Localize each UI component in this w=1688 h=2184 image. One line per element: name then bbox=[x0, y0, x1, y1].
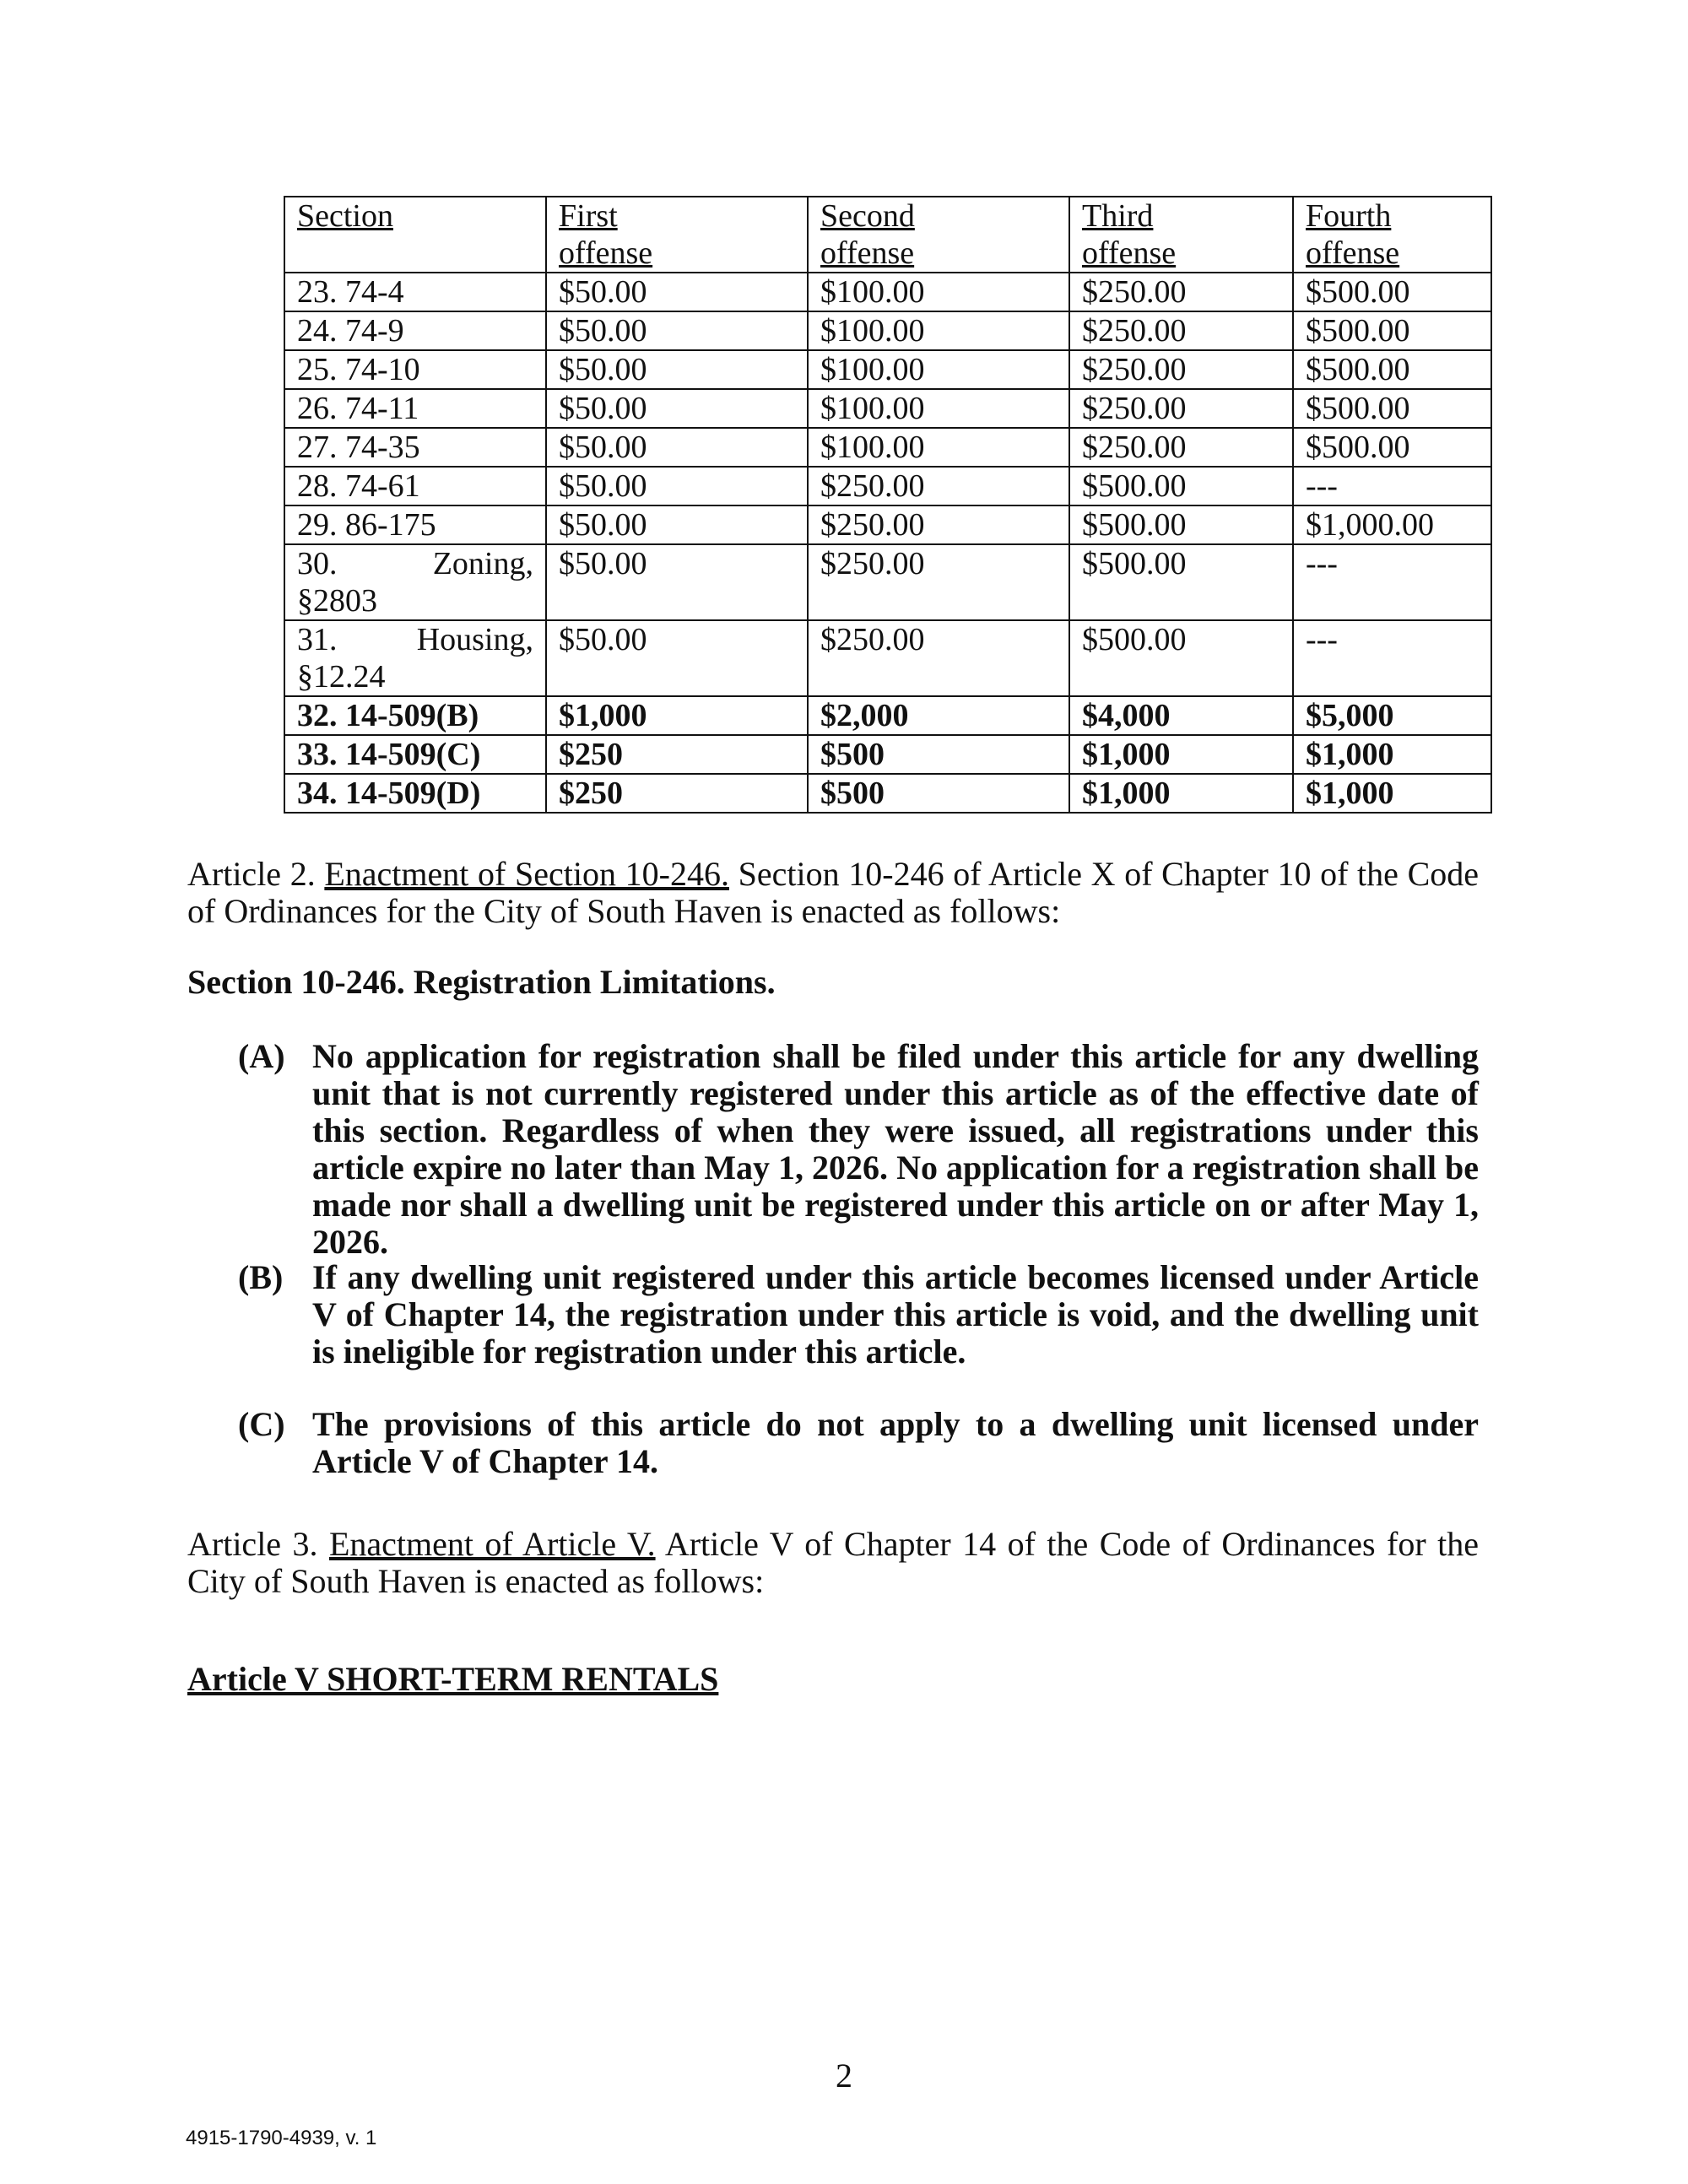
third-offense-fine: $500.00 bbox=[1069, 505, 1293, 544]
section-text: 33. 14-509(C) bbox=[297, 737, 481, 772]
column-header-line: offense bbox=[1082, 235, 1177, 271]
third-offense-fine: $250.00 bbox=[1069, 350, 1293, 389]
section-text: 27. 74-35 bbox=[297, 430, 420, 465]
table-row bbox=[284, 696, 1491, 735]
article-v-title: Article V SHORT-TERM RENTALS bbox=[187, 1660, 719, 1698]
article-3-text: Article V of Chapter 14 of the Code of Ordinances for the City of South Haven is enacted as follows: bbox=[187, 1525, 1479, 1600]
third-offense-fine: $500.00 bbox=[1069, 620, 1293, 696]
provision-label: (A) bbox=[238, 1037, 285, 1075]
section-text: 26. 74-11 bbox=[297, 391, 419, 426]
second-offense-fine: $500 bbox=[808, 735, 1069, 774]
section-cell bbox=[284, 467, 546, 505]
section-text: 30. bbox=[297, 546, 338, 581]
section-cell bbox=[284, 774, 546, 813]
section-cell bbox=[284, 350, 546, 389]
column-header bbox=[284, 197, 546, 273]
article-2-paragraph bbox=[187, 856, 1479, 930]
provision-label: (B) bbox=[238, 1258, 284, 1296]
provision-text: The provisions of this article do not apply to a dwelling unit licensed under Article V of Chapter 14. bbox=[312, 1405, 1479, 1480]
fourth-offense-fine: $1,000 bbox=[1293, 774, 1491, 813]
section-text: 34. 14-509(D) bbox=[297, 776, 481, 811]
section-cell bbox=[284, 311, 546, 350]
second-offense-fine: $250.00 bbox=[808, 467, 1069, 505]
provision-a bbox=[238, 1038, 1479, 1261]
fourth-offense-fine: $1,000.00 bbox=[1293, 505, 1491, 544]
table-row bbox=[284, 544, 1491, 620]
article-2-prefix: Article 2. bbox=[187, 855, 325, 893]
section-text: §12.24 bbox=[297, 659, 386, 695]
fourth-offense-fine: $5,000 bbox=[1293, 696, 1491, 735]
section-text: 24. 74-9 bbox=[297, 313, 404, 349]
section-cell bbox=[284, 544, 546, 620]
fourth-offense-fine: $500.00 bbox=[1293, 350, 1491, 389]
column-header-line: Section bbox=[297, 198, 393, 234]
first-offense-fine: $50.00 bbox=[546, 311, 808, 350]
first-offense-fine: $50.00 bbox=[546, 428, 808, 467]
first-offense-fine: $50.00 bbox=[546, 620, 808, 696]
section-cell bbox=[284, 620, 546, 696]
table-row bbox=[284, 735, 1491, 774]
column-header bbox=[808, 197, 1069, 273]
third-offense-fine: $4,000 bbox=[1069, 696, 1293, 735]
table-row bbox=[284, 389, 1491, 428]
second-offense-fine: $2,000 bbox=[808, 696, 1069, 735]
first-offense-fine: $50.00 bbox=[546, 544, 808, 620]
table-row bbox=[284, 428, 1491, 467]
third-offense-fine: $250.00 bbox=[1069, 428, 1293, 467]
column-header bbox=[546, 197, 808, 273]
fourth-offense-fine: $500.00 bbox=[1293, 311, 1491, 350]
table-row bbox=[284, 505, 1491, 544]
column-header bbox=[1293, 197, 1491, 273]
first-offense-fine: $50.00 bbox=[546, 350, 808, 389]
second-offense-fine: $250.00 bbox=[808, 620, 1069, 696]
section-text: Housing, bbox=[416, 622, 533, 657]
first-offense-fine: $50.00 bbox=[546, 389, 808, 428]
section-text: §2803 bbox=[297, 583, 377, 619]
second-offense-fine: $250.00 bbox=[808, 505, 1069, 544]
column-header-line: offense bbox=[820, 235, 915, 271]
column-header-line: First bbox=[559, 198, 618, 234]
document-id: 4915-1790-4939, v. 1 bbox=[186, 2127, 377, 2149]
provision-b bbox=[238, 1259, 1479, 1370]
section-text: 28. 74-61 bbox=[297, 468, 420, 504]
section-text: 29. 86-175 bbox=[297, 507, 436, 543]
article-2-link-heading: Enactment of Section 10-246. bbox=[324, 855, 729, 893]
section-cell bbox=[284, 696, 546, 735]
section-text: 31. bbox=[297, 622, 338, 657]
table-header-row bbox=[284, 197, 1491, 273]
second-offense-fine: $100.00 bbox=[808, 311, 1069, 350]
fourth-offense-fine: $500.00 bbox=[1293, 428, 1491, 467]
section-heading: Section 10-246. Registration Limitations. bbox=[187, 963, 776, 1001]
third-offense-fine: $1,000 bbox=[1069, 735, 1293, 774]
first-offense-fine: $50.00 bbox=[546, 505, 808, 544]
section-text: Zoning, bbox=[432, 546, 533, 581]
column-header-line: Fourth bbox=[1306, 198, 1392, 234]
section-cell bbox=[284, 428, 546, 467]
fine-schedule-table bbox=[284, 196, 1492, 814]
table-row bbox=[284, 620, 1491, 696]
table-row bbox=[284, 273, 1491, 311]
section-text: 32. 14-509(B) bbox=[297, 698, 479, 733]
second-offense-fine: $100.00 bbox=[808, 273, 1069, 311]
provision-label: (C) bbox=[238, 1405, 285, 1443]
third-offense-fine: $1,000 bbox=[1069, 774, 1293, 813]
article-3-paragraph bbox=[187, 1526, 1479, 1600]
column-header-line: offense bbox=[1306, 235, 1400, 271]
third-offense-fine: $500.00 bbox=[1069, 544, 1293, 620]
second-offense-fine: $100.00 bbox=[808, 350, 1069, 389]
second-offense-fine: $100.00 bbox=[808, 389, 1069, 428]
section-text: 23. 74-4 bbox=[297, 274, 404, 310]
section-cell bbox=[284, 389, 546, 428]
first-offense-fine: $50.00 bbox=[546, 467, 808, 505]
section-cell bbox=[284, 273, 546, 311]
article-3-link-heading: Enactment of Article V. bbox=[328, 1525, 656, 1563]
fourth-offense-fine: --- bbox=[1293, 467, 1491, 505]
table-row bbox=[284, 467, 1491, 505]
first-offense-fine: $250 bbox=[546, 774, 808, 813]
column-header bbox=[1069, 197, 1293, 273]
section-cell bbox=[284, 735, 546, 774]
provision-c bbox=[238, 1406, 1479, 1480]
second-offense-fine: $500 bbox=[808, 774, 1069, 813]
table-row bbox=[284, 774, 1491, 813]
table-row bbox=[284, 350, 1491, 389]
second-offense-fine: $250.00 bbox=[808, 544, 1069, 620]
first-offense-fine: $250 bbox=[546, 735, 808, 774]
provision-text: If any dwelling unit registered under this article becomes licensed under Article V of Chapter 14, the registration under this article is void, and the dwelling unit is ineligible for registration under this article. bbox=[312, 1258, 1479, 1370]
first-offense-fine: $50.00 bbox=[546, 273, 808, 311]
article-3-prefix: Article 3. bbox=[187, 1525, 329, 1563]
second-offense-fine: $100.00 bbox=[808, 428, 1069, 467]
table-row bbox=[284, 311, 1491, 350]
fourth-offense-fine: $500.00 bbox=[1293, 389, 1491, 428]
third-offense-fine: $500.00 bbox=[1069, 467, 1293, 505]
first-offense-fine: $1,000 bbox=[546, 696, 808, 735]
fourth-offense-fine: --- bbox=[1293, 620, 1491, 696]
page-number: 2 bbox=[836, 2057, 852, 2095]
fourth-offense-fine: $500.00 bbox=[1293, 273, 1491, 311]
column-header-line: Third bbox=[1082, 198, 1154, 234]
provision-text: No application for registration shall be filed under this article for any dwelling unit that is not currently registered under this article as of the effective date of this section. Regardless of when they were issued, all registrations under this article expire no later than May 1, 2026. No application for a registration shall be made nor shall a dwelling unit be registered under this article on or after May 1, 2026. bbox=[312, 1037, 1479, 1261]
column-header-line: offense bbox=[559, 235, 653, 271]
section-text: 25. 74-10 bbox=[297, 352, 420, 387]
column-header-line: Second bbox=[820, 198, 915, 234]
third-offense-fine: $250.00 bbox=[1069, 311, 1293, 350]
fourth-offense-fine: --- bbox=[1293, 544, 1491, 620]
third-offense-fine: $250.00 bbox=[1069, 389, 1293, 428]
fourth-offense-fine: $1,000 bbox=[1293, 735, 1491, 774]
article-2-text: Section 10-246 of Article X of Chapter 10 of the Code of Ordinances for the City of South Haven is enacted as follows: bbox=[187, 855, 1480, 930]
third-offense-fine: $250.00 bbox=[1069, 273, 1293, 311]
section-cell bbox=[284, 505, 546, 544]
